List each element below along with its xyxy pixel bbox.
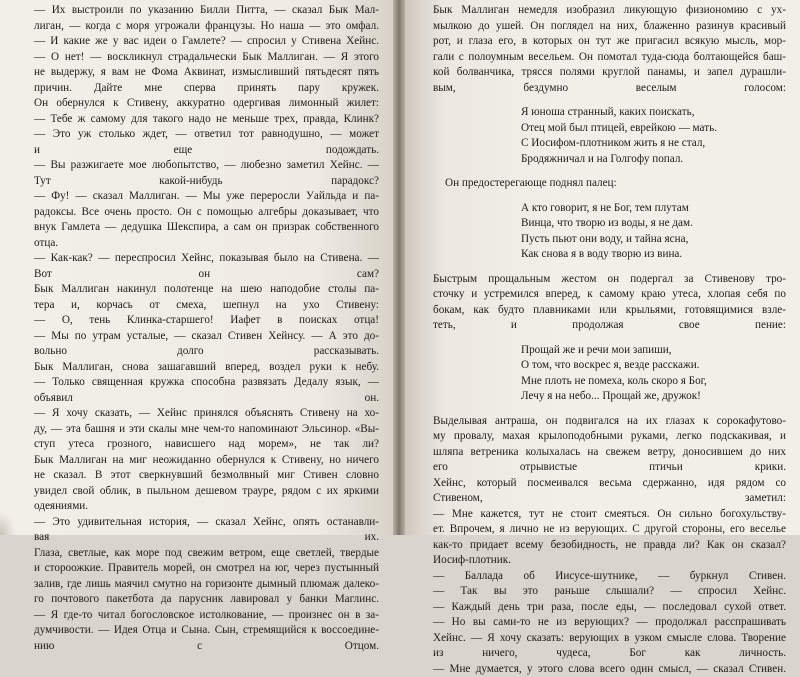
text-line: как-то придает всему безобидность, не правда ли? Как он сказал? — [433, 538, 786, 554]
poem-line: Отец мой был птицей, еврейкою — мать. — [433, 121, 786, 137]
text-line: думчивости. — Идея Отца и Сына. Сын, стремящийся к воссоедине- — [34, 623, 379, 639]
right-page-text — [433, 3, 786, 677]
text-line: Хейнс, который посмеивался весьма сдержанно, идя рядом со — [433, 476, 786, 492]
text-line: и стороожкие. Правитель морей, он смотрел на юг, через пустынный — [34, 561, 379, 577]
stanza-gap — [433, 96, 786, 105]
text-line: лиган, — когда с моря угрожали французы. Но наша — это омфал. — [34, 19, 379, 35]
left-page-text — [34, 3, 379, 654]
text-line: не сказал. В этот сверкнувший безмолвный миг Стивен словно — [34, 468, 379, 484]
text-line: — Но вы сами-то не из верующих? — продолжал расспрашивать — [433, 615, 786, 631]
page-stain — [0, 511, 16, 535]
text-line: — Фу! — сказал Маллиган. — Мы уже переросли Уайльда и па- — [34, 189, 379, 205]
text-line: тера и, корчась от смеха, шепнул на ухо Стивену: — [34, 298, 379, 314]
text-line: увидел свой облик, в пыльном дешевом трауре, рядом с их яркими — [34, 484, 379, 500]
text-line: из ничего, чудеса, Бог как личность. — [433, 646, 786, 662]
book-gutter — [393, 0, 405, 535]
text-line: Тут какой-нибудь парадокс? — [34, 174, 379, 190]
text-line: — Так вы это раньше слышали? — спросил Хейнс. — [433, 584, 786, 600]
text-line: Он предостерегающе поднял палец: — [433, 176, 786, 192]
text-line: вая их. — [34, 530, 379, 546]
text-line: Бык Маллиган накинул полотенце на шею наподобие столы па- — [34, 282, 379, 298]
text-line: — Тебе ж самому для такого надо не меньше трех, правда, Клинк? — [34, 112, 379, 128]
poem-line: Лечу я на небо... Прощай же, дружок! — [433, 389, 786, 405]
text-line: — Вы разжигаете мое любопытство, — любезно заметил Хейнс. — — [34, 158, 379, 174]
text-line: ду, — эта башня и эти скалы мне чем-то напоминают Эльсинор. «Вы- — [34, 422, 379, 438]
poem-line: А кто говорит, я не Бог, тем плутам — [433, 201, 786, 217]
text-line: — Это уж столько ждет, — ответил тот равнодушно, — может — [34, 127, 379, 143]
text-line: Быстрым прощальным жестом он подергал за Стивенову тро- — [433, 272, 786, 288]
text-line: бокам, как будто плавниками или крыльями, готовящимися взле- — [433, 303, 786, 319]
poem-line: Винца, что творю из воды, я не дам. — [433, 216, 786, 232]
text-line: — Мы по утрам усталые, — сказал Стивен Хейнсу. — А это до- — [34, 329, 379, 345]
text-line: теть, и продолжая свое пение: — [433, 318, 786, 334]
text-line: — Это удивительная история, — сказал Хейнс, опять останавли- — [34, 515, 379, 531]
text-line: Хейнс. — Я хочу сказать: верующих в узком смысле слова. Творение — [433, 631, 786, 647]
stanza-gap — [433, 405, 786, 414]
text-line: отца. — [34, 236, 379, 252]
poem-line: Как снова я в воду творю из вина. — [433, 247, 786, 263]
text-line: радоксы. Все очень просто. Он с помощью алгебры доказывает, что — [34, 205, 379, 221]
text-line: — И какие же у вас идеи о Гамлете? — спросил у Стивена Хейнс. — [34, 34, 379, 50]
text-line: — Как-как? — переспросил Хейнс, показывая было на Стивена. — — [34, 251, 379, 267]
stanza-gap — [433, 263, 786, 272]
text-line: его отрывистые птичьи крики. — [433, 460, 786, 476]
text-line: — Только священная кружка способна развязать Дедалу язык, — — [34, 375, 379, 391]
right-page — [405, 0, 800, 535]
text-line: мылкою до ушей. Он поглядел на них, блаженно разинув красивый — [433, 19, 786, 35]
text-line: — Я хочу сказать, — Хейнс принялся объяснять Стивену на хо- — [34, 406, 379, 422]
text-line: причин. Дайте мне сперва принять пару кружек. — [34, 81, 379, 97]
text-line: Иосиф-плотник. — [433, 553, 786, 569]
text-line: сточку и устремился вперед, к самому краю утеса, хлопая себя по — [433, 287, 786, 303]
text-line: ступ утеса грозного, нависшего над морем», не так ли? — [34, 437, 379, 453]
text-line: го почтового пакетбота да парусник лавировал у банки Маглинс. — [34, 592, 379, 608]
text-line: объявил он. — [34, 391, 379, 407]
text-line: не выдержу, я вам не Фома Аквинат, измысливший пятьдесят пять — [34, 65, 379, 81]
text-line: рот, и глаза его, в которых он тут же пригасил всякую мысль, мор- — [433, 34, 786, 50]
text-line: Стивеном, заметил: — [433, 491, 786, 507]
text-line: Бык Маллиган, снова зашагавший вперед, воздел руки к небу. — [34, 360, 379, 376]
text-line: Вот он сам? — [34, 267, 379, 283]
poem-line: О том, что воскрес я, везде расскажи. — [433, 358, 786, 374]
text-line: Выделывая антраша, он подвигался на их глазах к сорокафутово- — [433, 414, 786, 430]
stanza-gap — [433, 334, 786, 343]
poem-line: Бродяжничал и на Голгофу попал. — [433, 152, 786, 168]
text-line: Бык Маллиган на миг неожиданно обернулся к Стивену, но ничего — [34, 453, 379, 469]
text-line: Он обернулся к Стивену, аккуратно одергивая лимонный жилет: — [34, 96, 379, 112]
poem-line: Прощай же и речи мои запиши, — [433, 343, 786, 359]
text-line: — Каждый день три раза, после еды, — последовал сухой ответ. — [433, 600, 786, 616]
text-line: вольно долго рассказывать. — [34, 344, 379, 360]
text-line: шляпа ветреника колыхалась на свежем ветру, доносившем до них — [433, 445, 786, 461]
stanza-gap — [433, 192, 786, 201]
text-line: вым, бездумно веселым голосом: — [433, 81, 786, 97]
text-line: одеяниями. — [34, 499, 379, 515]
text-line: и еще подождать. — [34, 143, 379, 159]
text-line: Бык Маллиган немедля изобразил ликующую физиономию с ух- — [433, 3, 786, 19]
text-line: — Их выстроили по указанию Билли Питта, — сказал Бык Мал- — [34, 3, 379, 19]
text-line: залив, где лишь маячил смутно на горизонте дымный плюмаж далеко- — [34, 577, 379, 593]
text-line: — Баллада об Иисусе-шутнике, — буркнул Стивен. — [433, 569, 786, 585]
text-line: внук Гамлета — дедушка Шекспира, а сам он призрак собственного — [34, 220, 379, 236]
poem-line: Пусть пьют они воду, и тайна ясна, — [433, 232, 786, 248]
text-line: — Мне кажется, тут не стоит смеяться. Он сильно богохульству- — [433, 507, 786, 523]
text-line: — Я где-то читал богословское истолкование, — произнес он в за- — [34, 608, 379, 624]
poem-line: Я юноша странный, каких поискать, — [433, 105, 786, 121]
text-line: Глаза, светлые, как море под свежим ветром, еще светлей, твердые — [34, 546, 379, 562]
text-line: — О, тень Клинка-старшего! Иафет в поисках отца! — [34, 313, 379, 329]
poem-line: С Иосифом-плотником жить я не стал, — [433, 136, 786, 152]
left-page — [0, 0, 393, 535]
text-line: кой болванчика, трясся полями круглой панамы, и запел дурашли- — [433, 65, 786, 81]
text-line: гали с полоумным весельем. Он помотал туда-сюда болтающейся баш- — [433, 50, 786, 66]
text-line: нию с Отцом. — [34, 639, 379, 655]
stanza-gap — [433, 167, 786, 176]
poem-line: Мне плоть не помеха, коль скоро я Бог, — [433, 374, 786, 390]
text-line: ет. Впрочем, я лично не из верующих. С другой стороны, его веселье — [433, 522, 786, 538]
text-line: му провалу, махая крылоподобными руками, легко подскакивая, и — [433, 429, 786, 445]
text-line: — Мне думается, у этого слова всего один смысл, — сказал Стивен. — [433, 662, 786, 677]
text-line: — О нет! — воскликнул страдальчески Бык Маллиган. — Я этого — [34, 50, 379, 66]
